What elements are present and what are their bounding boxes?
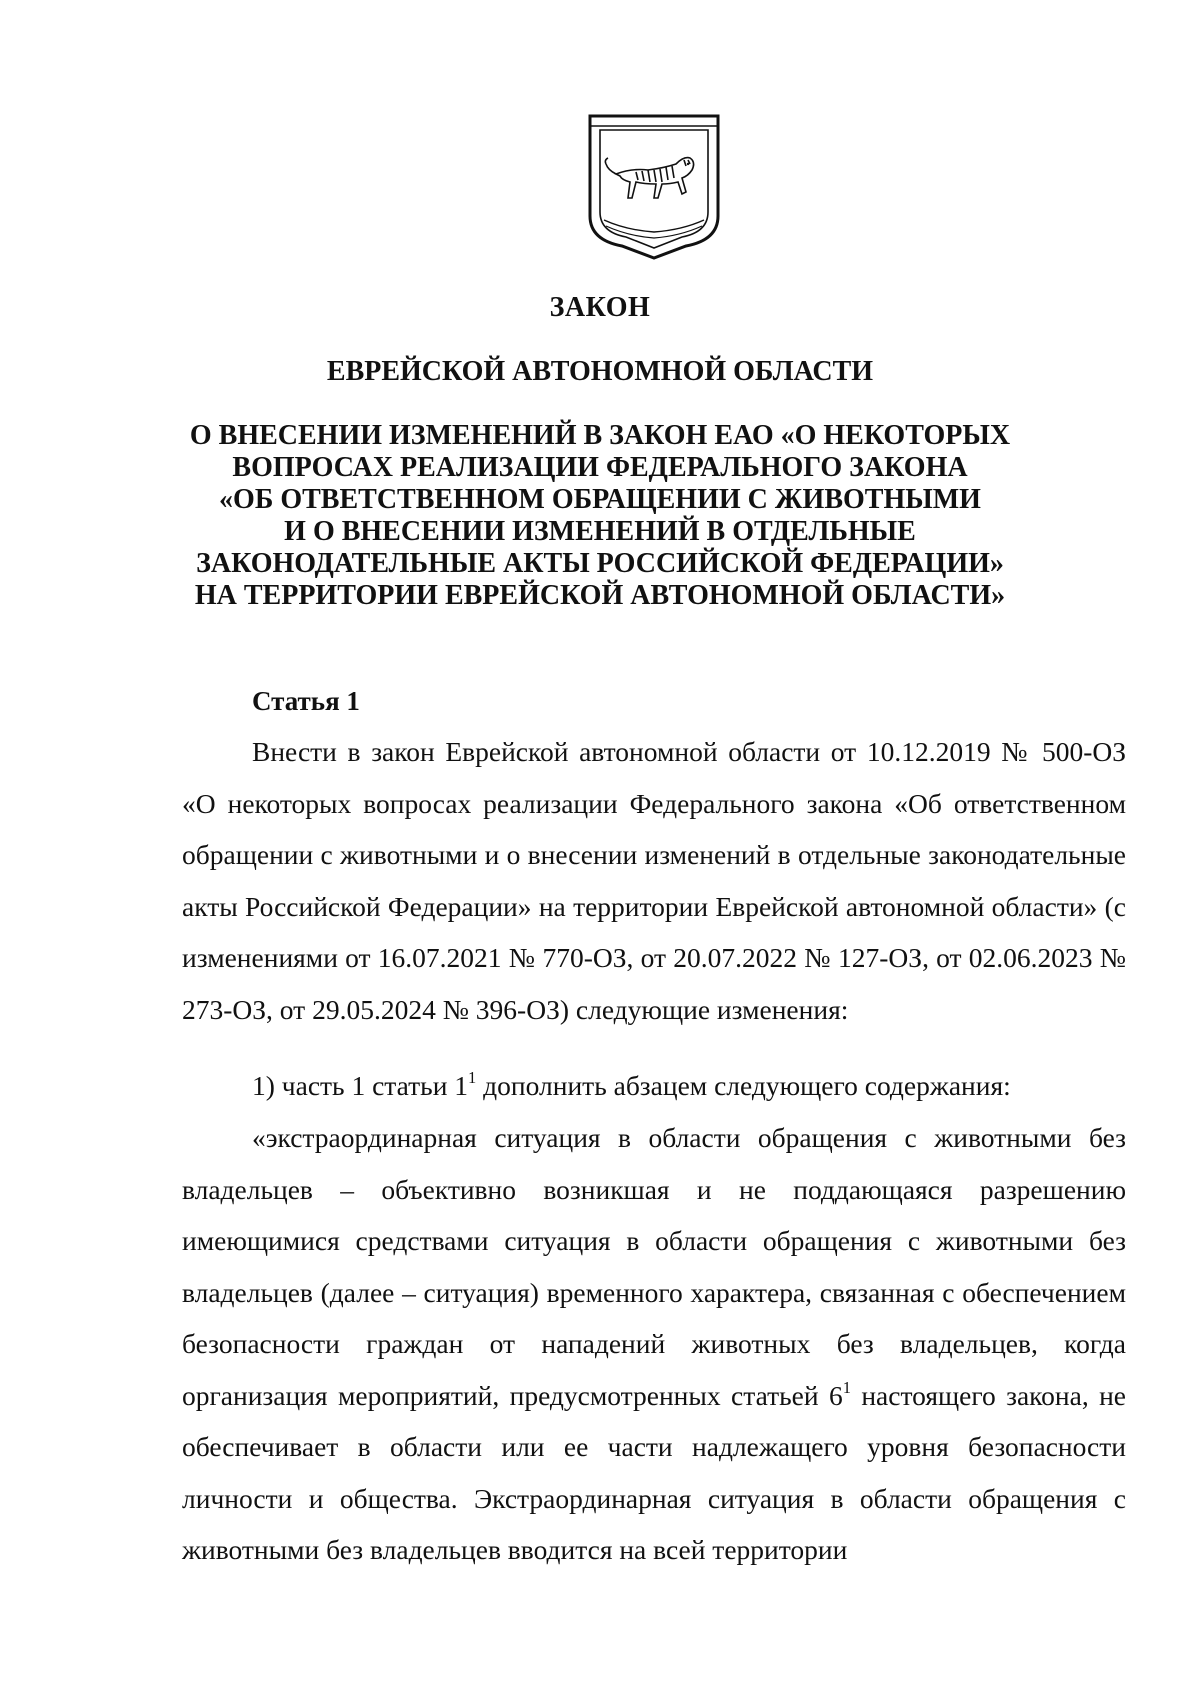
law-region: ЕВРЕЙСКОЙ АВТОНОМНОЙ ОБЛАСТИ [326, 356, 874, 387]
coat-of-arms-icon [586, 112, 722, 264]
law-title: ЗАКОН [549, 292, 651, 323]
law-subject-line: ЗАКОНОДАТЕЛЬНЫЕ АКТЫ РОССИЙСКОЙ ФЕДЕРАЦИИ» [196, 548, 1004, 579]
article-quote-paragraph [182, 1112, 1126, 1576]
law-subject-line: «ОБ ОТВЕТСТВЕННОМ ОБРАЩЕНИИ С ЖИВОТНЫМИ [219, 484, 981, 515]
quote-text-end: настоящего закона, не обеспечивает в области или ее части надлежащего уровня безопасности личности и общества. Экстраординарная ситуация в области обращения с животными без владельцев вводится на всей территории [182, 1379, 1127, 1565]
law-subject-line: И О ВНЕСЕНИИ ИЗМЕНЕНИЙ В ОТДЕЛЬНЫЕ [284, 516, 916, 547]
article-item-1 [182, 1060, 1126, 1112]
article-paragraph-1: Внести в закон Еврейской автономной области от 10.12.2019 № 500-ОЗ «О некоторых вопросах реализации Федерального закона «Об ответственном обращении с животными и о внесении изменений в отдельные законодательные акты Российской Федерации» на территории Еврейской автономной области» (с изменениями от 16.07.2021 № 770-ОЗ, от 20.07.2022 № 127-ОЗ, от 02.06.2023 № 273-ОЗ, от 29.05.2024 № 396-ОЗ) следующие изменения: [182, 736, 1126, 1025]
item-1-text: 1) часть 1 статьи 1 [252, 1070, 469, 1101]
law-subject-line: ВОПРОСАХ РЕАЛИЗАЦИИ ФЕДЕРАЛЬНОГО ЗАКОНА [232, 452, 968, 483]
article-heading: Статья 1 [252, 686, 360, 716]
quote-superscript: 1 [842, 1377, 851, 1397]
quote-text: «экстраординарная ситуация в области обращения с животными без владельцев – объективно возникшая и не поддающаяся разрешению имеющимися средствами ситуация в области обращения с животными без владельцев (далее – ситуация) временного характера, связанная с обеспечением безопасности граждан от нападений животных без владельцев, когда организация мероприятий, предусмотренных статьей 6 [182, 1122, 1126, 1411]
law-subject-line: О ВНЕСЕНИИ ИЗМЕНЕНИЙ В ЗАКОН ЕАО «О НЕКОТОРЫХ [189, 420, 1011, 451]
item-1-text-end: дополнить абзацем следующего содержания: [476, 1070, 1011, 1101]
item-1-superscript: 1 [468, 1068, 477, 1088]
law-subject [150, 420, 1050, 612]
law-subject-line: НА ТЕРРИТОРИИ ЕВРЕЙСКОЙ АВТОНОМНОЙ ОБЛАСТИ» [194, 580, 1006, 611]
